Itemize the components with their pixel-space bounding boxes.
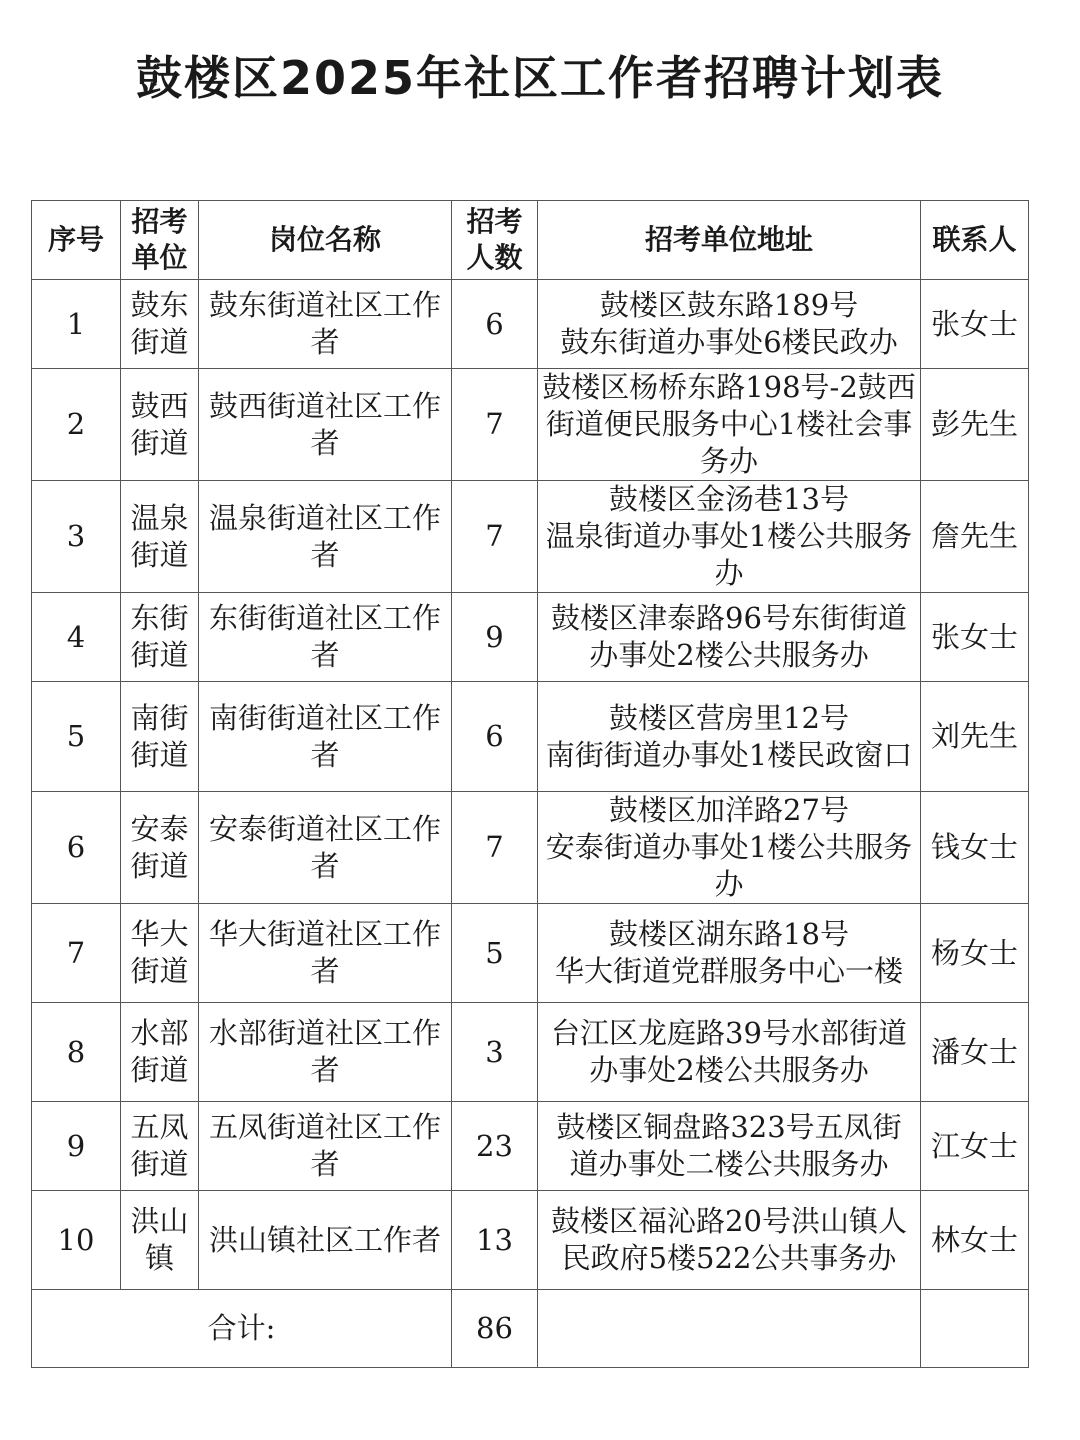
total-address-empty [538, 1290, 921, 1368]
row-unit: 南街街道 [121, 682, 199, 792]
total-row [32, 1290, 1029, 1368]
total-contact-empty [921, 1290, 1029, 1368]
row-unit: 洪山镇 [121, 1191, 199, 1290]
table-header-row [32, 201, 1029, 280]
row-count: 6 [452, 682, 538, 792]
header-position: 岗位名称 [199, 201, 452, 280]
row-count: 5 [452, 904, 538, 1003]
table-row [32, 280, 1029, 369]
row-index: 3 [32, 481, 121, 593]
row-address: 鼓楼区加洋路27号 安泰街道办事处1楼公共服务办 [538, 792, 921, 904]
row-address: 台江区龙庭路39号水部街道办事处2楼公共服务办 [538, 1003, 921, 1102]
header-index: 序号 [32, 201, 121, 280]
row-index: 10 [32, 1191, 121, 1290]
row-count: 7 [452, 792, 538, 904]
row-position: 鼓东街道社区工作者 [199, 280, 452, 369]
table-row [32, 1003, 1029, 1102]
table-row [32, 682, 1029, 792]
row-contact: 詹先生 [921, 481, 1029, 593]
row-contact: 杨女士 [921, 904, 1029, 1003]
row-count: 7 [452, 481, 538, 593]
row-index: 7 [32, 904, 121, 1003]
row-index: 6 [32, 792, 121, 904]
row-address: 鼓楼区福沁路20号洪山镇人民政府5楼522公共事务办 [538, 1191, 921, 1290]
row-contact: 潘女士 [921, 1003, 1029, 1102]
row-address: 鼓楼区湖东路18号 华大街道党群服务中心一楼 [538, 904, 921, 1003]
row-index: 2 [32, 369, 121, 481]
header-unit: 招考单位 [121, 201, 199, 280]
row-contact: 彭先生 [921, 369, 1029, 481]
row-contact: 张女士 [921, 280, 1029, 369]
header-count: 招考人数 [452, 201, 538, 280]
table-row [32, 904, 1029, 1003]
recruitment-plan-table [31, 200, 1029, 1368]
row-index: 9 [32, 1102, 121, 1191]
row-index: 5 [32, 682, 121, 792]
total-count: 86 [452, 1290, 538, 1368]
table-row [32, 593, 1029, 682]
row-index: 4 [32, 593, 121, 682]
row-position: 温泉街道社区工作者 [199, 481, 452, 593]
table-row [32, 1191, 1029, 1290]
row-address: 鼓楼区铜盘路323号五凤街道办事处二楼公共服务办 [538, 1102, 921, 1191]
row-address: 鼓楼区鼓东路189号 鼓东街道办事处6楼民政办 [538, 280, 921, 369]
total-label: 合计: [32, 1290, 452, 1368]
row-contact: 刘先生 [921, 682, 1029, 792]
row-address: 鼓楼区金汤巷13号 温泉街道办事处1楼公共服务办 [538, 481, 921, 593]
row-unit: 水部街道 [121, 1003, 199, 1102]
row-address: 鼓楼区津泰路96号东街街道办事处2楼公共服务办 [538, 593, 921, 682]
row-position: 南街街道社区工作者 [199, 682, 452, 792]
row-position: 洪山镇社区工作者 [199, 1191, 452, 1290]
header-address: 招考单位地址 [538, 201, 921, 280]
row-unit: 鼓东街道 [121, 280, 199, 369]
row-position: 鼓西街道社区工作者 [199, 369, 452, 481]
table-row [32, 1102, 1029, 1191]
row-unit: 安泰街道 [121, 792, 199, 904]
table-row [32, 481, 1029, 593]
page-title: 鼓楼区2025年社区工作者招聘计划表 [135, 51, 945, 105]
row-count: 6 [452, 280, 538, 369]
row-unit: 东街街道 [121, 593, 199, 682]
row-unit: 鼓西街道 [121, 369, 199, 481]
row-address: 鼓楼区杨桥东路198号-2鼓西街道便民服务中心1楼社会事务办 [538, 369, 921, 481]
row-contact: 林女士 [921, 1191, 1029, 1290]
row-position: 水部街道社区工作者 [199, 1003, 452, 1102]
row-contact: 张女士 [921, 593, 1029, 682]
row-count: 3 [452, 1003, 538, 1102]
row-count: 13 [452, 1191, 538, 1290]
row-position: 东街街道社区工作者 [199, 593, 452, 682]
row-unit: 五凤街道 [121, 1102, 199, 1191]
row-unit: 温泉街道 [121, 481, 199, 593]
row-position: 华大街道社区工作者 [199, 904, 452, 1003]
table-row [32, 369, 1029, 481]
row-index: 8 [32, 1003, 121, 1102]
row-count: 23 [452, 1102, 538, 1191]
row-index: 1 [32, 280, 121, 369]
table-row [32, 792, 1029, 904]
row-contact: 钱女士 [921, 792, 1029, 904]
row-position: 安泰街道社区工作者 [199, 792, 452, 904]
row-position: 五凤街道社区工作者 [199, 1102, 452, 1191]
row-unit: 华大街道 [121, 904, 199, 1003]
row-address: 鼓楼区营房里12号 南街街道办事处1楼民政窗口 [538, 682, 921, 792]
row-count: 7 [452, 369, 538, 481]
header-contact: 联系人 [921, 201, 1029, 280]
row-count: 9 [452, 593, 538, 682]
row-contact: 江女士 [921, 1102, 1029, 1191]
